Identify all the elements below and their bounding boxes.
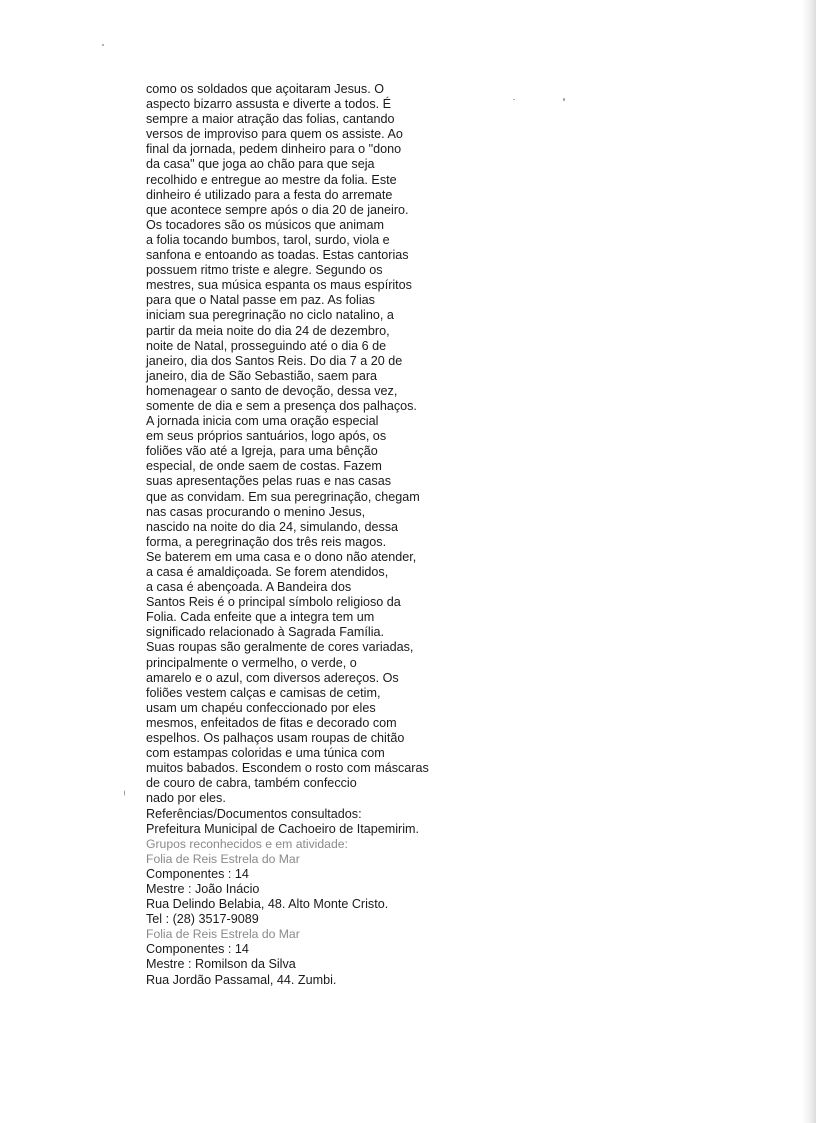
page-edge-shadow	[802, 0, 816, 1123]
body-line: noite de Natal, prosseguindo até o dia 6 de	[146, 338, 387, 353]
body-line: A jornada inicia com uma oração especial	[146, 414, 379, 429]
groups-heading: Grupos reconhecidos e em atividade:	[146, 836, 348, 851]
references-heading: Referências/Documentos consultados:	[146, 806, 362, 821]
body-line: Folia. Cada enfeite que a integra tem um	[146, 610, 375, 625]
body-line: final da jornada, pedem dinheiro para o "dono	[146, 142, 402, 157]
body-line: somente de dia e sem a presença dos palhaços.	[146, 398, 417, 413]
body-line: nas casas procurando o menino Jesus,	[146, 504, 366, 519]
body-line: mestres, sua música espanta os maus espíritos	[146, 278, 412, 293]
body-line: forma, a peregrinação dos três reis magos.	[146, 534, 387, 549]
body-line: com estampas coloridas e uma túnica com	[146, 746, 385, 761]
body-line: dinheiro é utilizado para a festa do arremate	[146, 187, 393, 202]
body-line: mesmos, enfeitados de fitas e decorado com	[146, 715, 397, 730]
body-line: para que o Natal passe em paz. As folias	[146, 293, 375, 308]
body-line: foliões vestem calças e camisas de cetim,	[146, 685, 381, 700]
body-line: principalmente o vermelho, o verde, o	[146, 655, 357, 670]
scan-speck	[124, 790, 125, 796]
group-phone: Tel : (28) 3517-9089	[146, 912, 259, 927]
body-line: de couro de cabra, também confeccio	[146, 776, 357, 791]
body-line: aspecto bizarro assusta e diverte a todos. É	[146, 97, 392, 112]
body-line: Santos Reis é o principal símbolo religioso da	[146, 595, 401, 610]
group-address: Rua Delindo Belabia, 48. Alto Monte Cristo.	[146, 897, 389, 912]
body-line: janeiro, dia de São Sebastião, saem para	[146, 368, 378, 383]
body-line: Se baterem em uma casa e o dono não atender,	[146, 549, 417, 564]
body-line: amarelo e o azul, com diversos adereços. Os	[146, 670, 399, 685]
body-line: partir da meia noite do dia 24 de dezembro,	[146, 323, 390, 338]
body-line: suas apresentações pelas ruas e nas casas	[146, 474, 392, 489]
body-line: homenagear o santo de devoção, dessa vez,	[146, 383, 398, 398]
group-name: Folia de Reis Estrela do Mar	[146, 851, 300, 866]
body-line: especial, de onde saem de costas. Fazem	[146, 459, 382, 474]
body-line: recolhido e entregue ao mestre da folia. Este	[146, 172, 397, 187]
group-name: Folia de Reis Estrela do Mar	[146, 927, 300, 942]
body-line: espelhos. Os palhaços usam roupas de chitão	[146, 731, 405, 746]
scan-speck	[102, 44, 104, 46]
body-line: da casa" que joga ao chão para que seja	[146, 157, 375, 172]
scan-speck	[563, 98, 565, 101]
body-line: a folia tocando bumbos, tarol, surdo, viola e	[146, 232, 390, 247]
body-line: a casa é abençoada. A Bandeira dos	[146, 580, 352, 595]
body-line: sanfona e entoando as toadas. Estas cantorias	[146, 248, 409, 263]
body-line: que as convidam. Em sua peregrinação, chegam	[146, 489, 420, 504]
body-line: possuem ritmo triste e alegre. Segundo os	[146, 263, 383, 278]
group-components: Componentes : 14	[146, 866, 249, 881]
body-line: iniciam sua peregrinação no ciclo natalino, a	[146, 308, 394, 323]
group-master: Mestre : Romilson da Silva	[146, 957, 296, 972]
body-line: em seus próprios santuários, logo após, os	[146, 429, 387, 444]
body-line: como os soldados que açoitaram Jesus. O	[146, 82, 385, 96]
body-line: significado relacionado à Sagrada Família.	[146, 625, 385, 640]
group-components: Componentes : 14	[146, 942, 249, 957]
group-master: Mestre : João Inácio	[146, 881, 260, 896]
body-line: muitos babados. Escondem o rosto com máscaras	[146, 761, 429, 776]
document-text	[146, 82, 436, 988]
body-line: usam um chapéu confeccionado por eles	[146, 700, 376, 715]
body-line: a casa é amaldiçoada. Se forem atendidos,	[146, 565, 389, 579]
body-line: janeiro, dia dos Santos Reis. Do dia 7 a 20 de	[146, 353, 403, 368]
body-line: versos de improviso para quem os assiste. Ao	[146, 127, 403, 142]
references-source: Prefeitura Municipal de Cachoeiro de Itapemirim.	[146, 821, 419, 836]
body-line: nado por eles.	[146, 791, 226, 806]
body-line: Suas roupas são geralmente de cores variadas,	[146, 640, 414, 655]
body-line: que acontece sempre após o dia 20 de janeiro.	[146, 202, 409, 217]
body-line: Os tocadores são os músicos que animam	[146, 217, 384, 232]
group-address: Rua Jordão Passamal, 44. Zumbi.	[146, 972, 337, 987]
body-line: sempre a maior atração das folias, cantando	[146, 112, 395, 127]
body-line: foliões vão até a Igreja, para uma bênção	[146, 444, 378, 459]
body-line: nascido na noite do dia 24, simulando, dessa	[146, 519, 399, 534]
scan-speck	[513, 99, 515, 100]
